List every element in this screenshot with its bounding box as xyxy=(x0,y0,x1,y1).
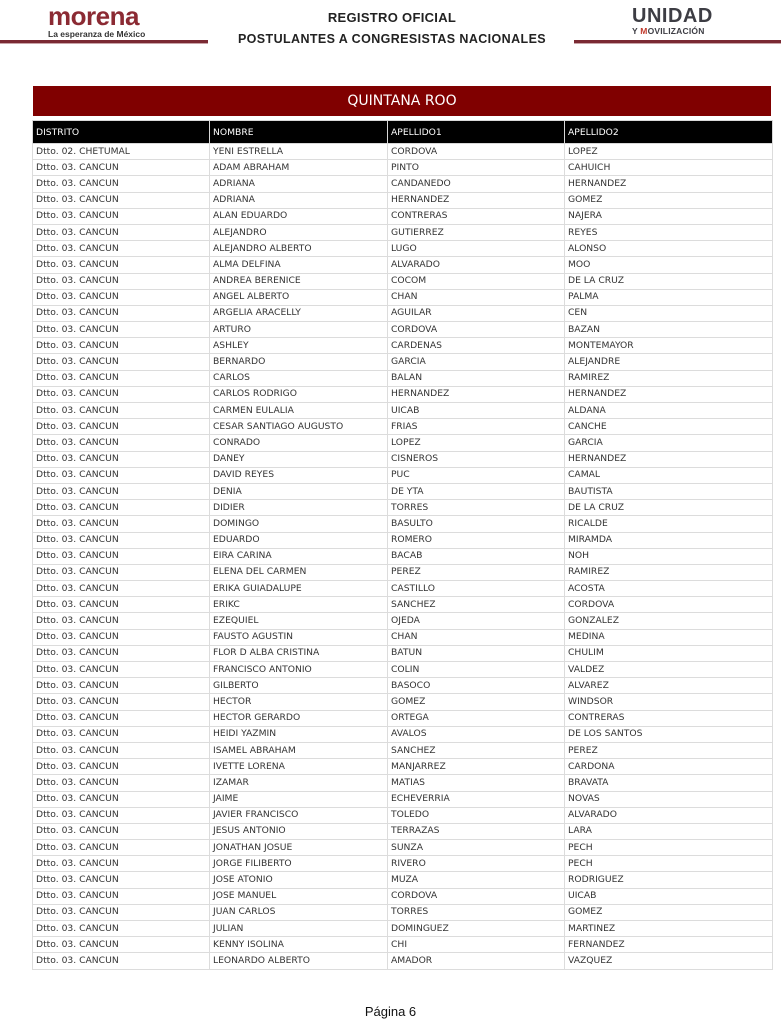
cell-distrito: Dtto. 03. CANCUN xyxy=(33,953,210,969)
cell-nombre: FRANCISCO ANTONIO xyxy=(210,662,388,678)
cell-apellido1: CASTILLO xyxy=(388,581,565,597)
cell-apellido1: HERNANDEZ xyxy=(388,192,565,208)
table-row xyxy=(33,823,773,839)
header-rule-right-shadow xyxy=(574,43,781,44)
cell-apellido1: CONTRERAS xyxy=(388,208,565,224)
cell-distrito: Dtto. 03. CANCUN xyxy=(33,710,210,726)
cell-apellido2: CORDOVA xyxy=(565,597,773,613)
cell-distrito: Dtto. 03. CANCUN xyxy=(33,257,210,273)
cell-distrito: Dtto. 03. CANCUN xyxy=(33,160,210,176)
cell-apellido1: CHAN xyxy=(388,289,565,305)
cell-apellido2: LOPEZ xyxy=(565,144,773,160)
cell-apellido2: WINDSOR xyxy=(565,694,773,710)
document-header xyxy=(0,0,781,60)
cell-distrito: Dtto. 03. CANCUN xyxy=(33,224,210,240)
cell-nombre: ALAN EDUARDO xyxy=(210,208,388,224)
cell-apellido2: DE LOS SANTOS xyxy=(565,726,773,742)
table-row xyxy=(33,451,773,467)
table-row xyxy=(33,888,773,904)
cell-nombre: EZEQUIEL xyxy=(210,613,388,629)
table-row xyxy=(33,856,773,872)
table-row xyxy=(33,904,773,920)
cell-distrito: Dtto. 03. CANCUN xyxy=(33,419,210,435)
table-row xyxy=(33,564,773,580)
cell-apellido1: MUZA xyxy=(388,872,565,888)
cell-nombre: BERNARDO xyxy=(210,354,388,370)
column-header-apellido2: APELLIDO2 xyxy=(565,121,773,144)
cell-apellido1: BATUN xyxy=(388,645,565,661)
cell-distrito: Dtto. 03. CANCUN xyxy=(33,176,210,192)
cell-distrito: Dtto. 03. CANCUN xyxy=(33,305,210,321)
cell-distrito: Dtto. 03. CANCUN xyxy=(33,370,210,386)
cell-distrito: Dtto. 03. CANCUN xyxy=(33,581,210,597)
cell-nombre: EDUARDO xyxy=(210,532,388,548)
table-row xyxy=(33,807,773,823)
cell-distrito: Dtto. 03. CANCUN xyxy=(33,322,210,338)
table-row xyxy=(33,613,773,629)
table-row xyxy=(33,872,773,888)
cell-apellido2: GARCIA xyxy=(565,435,773,451)
table-row xyxy=(33,500,773,516)
cell-distrito: Dtto. 03. CANCUN xyxy=(33,403,210,419)
cell-distrito: Dtto. 03. CANCUN xyxy=(33,532,210,548)
cell-apellido1: BASOCO xyxy=(388,678,565,694)
cell-distrito: Dtto. 03. CANCUN xyxy=(33,483,210,499)
table-row xyxy=(33,597,773,613)
cell-nombre: KENNY ISOLINA xyxy=(210,937,388,953)
cell-apellido2: ALONSO xyxy=(565,241,773,257)
cell-apellido2: MEDINA xyxy=(565,629,773,645)
cell-distrito: Dtto. 03. CANCUN xyxy=(33,888,210,904)
cell-apellido1: RIVERO xyxy=(388,856,565,872)
cell-distrito: Dtto. 03. CANCUN xyxy=(33,807,210,823)
cell-apellido1: TOLEDO xyxy=(388,807,565,823)
cell-distrito: Dtto. 03. CANCUN xyxy=(33,354,210,370)
unidad-logo-wordmark: UNIDAD xyxy=(632,5,713,27)
cell-nombre: EIRA CARINA xyxy=(210,548,388,564)
cell-distrito: Dtto. 03. CANCUN xyxy=(33,613,210,629)
cell-apellido1: ROMERO xyxy=(388,532,565,548)
cell-nombre: ANDREA BERENICE xyxy=(210,273,388,289)
cell-apellido2: ALEJANDRE xyxy=(565,354,773,370)
cell-apellido1: AMADOR xyxy=(388,953,565,969)
cell-apellido2: MOO xyxy=(565,257,773,273)
cell-apellido2: ALDANA xyxy=(565,403,773,419)
table-row xyxy=(33,516,773,532)
cell-apellido2: CAMAL xyxy=(565,467,773,483)
cell-nombre: IZAMAR xyxy=(210,775,388,791)
cell-nombre: ADAM ABRAHAM xyxy=(210,160,388,176)
title-line-1: REGISTRO OFICIAL xyxy=(327,10,457,25)
cell-apellido2: ALVARADO xyxy=(565,807,773,823)
cell-apellido1: AGUILAR xyxy=(388,305,565,321)
cell-distrito: Dtto. 03. CANCUN xyxy=(33,273,210,289)
table-row xyxy=(33,629,773,645)
cell-apellido2: VAZQUEZ xyxy=(565,953,773,969)
cell-apellido2: RAMIREZ xyxy=(565,564,773,580)
cell-nombre: CESAR SANTIAGO AUGUSTO xyxy=(210,419,388,435)
cell-nombre: CARLOS RODRIGO xyxy=(210,386,388,402)
cell-nombre: JAIME xyxy=(210,791,388,807)
cell-apellido1: BASULTO xyxy=(388,516,565,532)
cell-nombre: ANGEL ALBERTO xyxy=(210,289,388,305)
table-row xyxy=(33,937,773,953)
cell-apellido1: CORDOVA xyxy=(388,322,565,338)
table-row xyxy=(33,257,773,273)
cell-apellido2: PECH xyxy=(565,856,773,872)
table-row xyxy=(33,403,773,419)
cell-apellido2: PEREZ xyxy=(565,742,773,758)
cell-apellido2: UICAB xyxy=(565,888,773,904)
cell-apellido2: LARA xyxy=(565,823,773,839)
cell-apellido2: FERNANDEZ xyxy=(565,937,773,953)
cell-distrito: Dtto. 03. CANCUN xyxy=(33,937,210,953)
cell-nombre: FAUSTO AGUSTIN xyxy=(210,629,388,645)
table-row xyxy=(33,678,773,694)
cell-apellido2: RODRIGUEZ xyxy=(565,872,773,888)
cell-nombre: DANEY xyxy=(210,451,388,467)
cell-apellido1: BALAN xyxy=(388,370,565,386)
cell-nombre: HEIDI YAZMIN xyxy=(210,726,388,742)
table-row xyxy=(33,305,773,321)
cell-distrito: Dtto. 03. CANCUN xyxy=(33,564,210,580)
cell-nombre: CARLOS xyxy=(210,370,388,386)
table-row xyxy=(33,645,773,661)
cell-apellido2: GOMEZ xyxy=(565,192,773,208)
cell-nombre: DENIA xyxy=(210,483,388,499)
cell-nombre: JULIAN xyxy=(210,921,388,937)
cell-distrito: Dtto. 03. CANCUN xyxy=(33,645,210,661)
morena-logo-wordmark: morena xyxy=(48,1,139,31)
table-row xyxy=(33,224,773,240)
table-row xyxy=(33,289,773,305)
cell-nombre: ASHLEY xyxy=(210,338,388,354)
cell-apellido2: PECH xyxy=(565,840,773,856)
cell-apellido2: REYES xyxy=(565,224,773,240)
cell-nombre: FLOR D ALBA CRISTINA xyxy=(210,645,388,661)
table-row xyxy=(33,694,773,710)
cell-nombre: ERIKA GUIADALUPE xyxy=(210,581,388,597)
column-header-apellido1: APELLIDO1 xyxy=(388,121,565,144)
cell-distrito: Dtto. 03. CANCUN xyxy=(33,726,210,742)
cell-distrito: Dtto. 02. CHETUMAL xyxy=(33,144,210,160)
cell-distrito: Dtto. 03. CANCUN xyxy=(33,451,210,467)
cell-apellido1: PINTO xyxy=(388,160,565,176)
cell-nombre: JESUS ANTONIO xyxy=(210,823,388,839)
cell-distrito: Dtto. 03. CANCUN xyxy=(33,516,210,532)
cell-distrito: Dtto. 03. CANCUN xyxy=(33,921,210,937)
table-row xyxy=(33,710,773,726)
cell-apellido2: RAMIREZ xyxy=(565,370,773,386)
cell-apellido2: GONZALEZ xyxy=(565,613,773,629)
movilizacion-accent-letter: M xyxy=(640,26,648,36)
cell-apellido2: MIRAMDA xyxy=(565,532,773,548)
cell-nombre: DIDIER xyxy=(210,500,388,516)
cell-nombre: HECTOR xyxy=(210,694,388,710)
cell-distrito: Dtto. 03. CANCUN xyxy=(33,678,210,694)
cell-distrito: Dtto. 03. CANCUN xyxy=(33,597,210,613)
cell-apellido2: CEN xyxy=(565,305,773,321)
cell-apellido1: BACAB xyxy=(388,548,565,564)
cell-apellido2: BAZAN xyxy=(565,322,773,338)
table-row xyxy=(33,338,773,354)
cell-distrito: Dtto. 03. CANCUN xyxy=(33,208,210,224)
cell-distrito: Dtto. 03. CANCUN xyxy=(33,338,210,354)
table-row xyxy=(33,742,773,758)
cell-apellido1: SUNZA xyxy=(388,840,565,856)
cell-apellido2: NOH xyxy=(565,548,773,564)
cell-distrito: Dtto. 03. CANCUN xyxy=(33,791,210,807)
cell-distrito: Dtto. 03. CANCUN xyxy=(33,759,210,775)
cell-apellido1: UICAB xyxy=(388,403,565,419)
cell-apellido1: COCOM xyxy=(388,273,565,289)
cell-apellido1: LUGO xyxy=(388,241,565,257)
cell-nombre: ALMA DELFINA xyxy=(210,257,388,273)
cell-distrito: Dtto. 03. CANCUN xyxy=(33,823,210,839)
cell-apellido1: TERRAZAS xyxy=(388,823,565,839)
table-body xyxy=(33,144,773,970)
cell-nombre: IVETTE LORENA xyxy=(210,759,388,775)
cell-apellido2: CANCHE xyxy=(565,419,773,435)
table-row xyxy=(33,532,773,548)
table-row xyxy=(33,840,773,856)
table-row xyxy=(33,435,773,451)
table-row xyxy=(33,273,773,289)
table-row xyxy=(33,176,773,192)
cell-nombre: JONATHAN JOSUE xyxy=(210,840,388,856)
cell-nombre: ARGELIA ARACELLY xyxy=(210,305,388,321)
table-row xyxy=(33,953,773,969)
cell-apellido2: CARDONA xyxy=(565,759,773,775)
cell-nombre: DAVID REYES xyxy=(210,467,388,483)
cell-apellido1: SANCHEZ xyxy=(388,742,565,758)
movilizacion-prefix: Y xyxy=(632,26,641,36)
cell-apellido2: VALDEZ xyxy=(565,662,773,678)
cell-distrito: Dtto. 03. CANCUN xyxy=(33,694,210,710)
table-row xyxy=(33,759,773,775)
cell-apellido2: MARTINEZ xyxy=(565,921,773,937)
cell-apellido2: DE LA CRUZ xyxy=(565,273,773,289)
table-row xyxy=(33,726,773,742)
cell-nombre: ADRIANA xyxy=(210,192,388,208)
table-row xyxy=(33,386,773,402)
cell-distrito: Dtto. 03. CANCUN xyxy=(33,500,210,516)
cell-apellido1: ECHEVERRIA xyxy=(388,791,565,807)
cell-apellido2: GOMEZ xyxy=(565,904,773,920)
cell-apellido1: PEREZ xyxy=(388,564,565,580)
table-row xyxy=(33,581,773,597)
table-row xyxy=(33,419,773,435)
candidates-table xyxy=(32,120,773,970)
cell-nombre: ELENA DEL CARMEN xyxy=(210,564,388,580)
unidad-movilizacion-logo xyxy=(632,6,713,36)
cell-apellido2: NOVAS xyxy=(565,791,773,807)
table-row xyxy=(33,160,773,176)
cell-apellido2: BRAVATA xyxy=(565,775,773,791)
cell-apellido2: RICALDE xyxy=(565,516,773,532)
cell-distrito: Dtto. 03. CANCUN xyxy=(33,872,210,888)
table-row xyxy=(33,370,773,386)
cell-nombre: ARTURO xyxy=(210,322,388,338)
cell-apellido1: ORTEGA xyxy=(388,710,565,726)
table-header-row xyxy=(33,121,773,144)
cell-nombre: ERIKC xyxy=(210,597,388,613)
cell-apellido1: PUC xyxy=(388,467,565,483)
document-title xyxy=(210,10,574,47)
cell-apellido1: TORRES xyxy=(388,904,565,920)
cell-apellido1: GARCIA xyxy=(388,354,565,370)
page-number: Página 6 xyxy=(364,1004,417,1019)
table-row xyxy=(33,241,773,257)
cell-apellido1: CANDANEDO xyxy=(388,176,565,192)
cell-nombre: LEONARDO ALBERTO xyxy=(210,953,388,969)
cell-apellido1: DOMINGUEZ xyxy=(388,921,565,937)
cell-nombre: YENI ESTRELLA xyxy=(210,144,388,160)
cell-apellido2: NAJERA xyxy=(565,208,773,224)
cell-nombre: ISAMEL ABRAHAM xyxy=(210,742,388,758)
cell-nombre: JUAN CARLOS xyxy=(210,904,388,920)
table-row xyxy=(33,921,773,937)
cell-apellido1: CHAN xyxy=(388,629,565,645)
cell-apellido1: MATIAS xyxy=(388,775,565,791)
cell-distrito: Dtto. 03. CANCUN xyxy=(33,192,210,208)
header-rule-left-shadow xyxy=(0,43,208,44)
table-row xyxy=(33,322,773,338)
cell-apellido1: GUTIERREZ xyxy=(388,224,565,240)
cell-nombre: JORGE FILIBERTO xyxy=(210,856,388,872)
cell-apellido1: CISNEROS xyxy=(388,451,565,467)
table-row xyxy=(33,467,773,483)
cell-apellido2: BAUTISTA xyxy=(565,483,773,499)
cell-apellido2: CAHUICH xyxy=(565,160,773,176)
table-row xyxy=(33,144,773,160)
cell-distrito: Dtto. 03. CANCUN xyxy=(33,548,210,564)
cell-distrito: Dtto. 03. CANCUN xyxy=(33,840,210,856)
cell-distrito: Dtto. 03. CANCUN xyxy=(33,386,210,402)
table-row xyxy=(33,483,773,499)
cell-apellido1: DE YTA xyxy=(388,483,565,499)
cell-distrito: Dtto. 03. CANCUN xyxy=(33,775,210,791)
column-header-distrito: DISTRITO xyxy=(33,121,210,144)
movilizacion-logo-text xyxy=(632,26,713,36)
cell-nombre: CARMEN EULALIA xyxy=(210,403,388,419)
cell-nombre: JOSE ATONIO xyxy=(210,872,388,888)
table-row xyxy=(33,208,773,224)
cell-distrito: Dtto. 03. CANCUN xyxy=(33,629,210,645)
cell-apellido2: ALVAREZ xyxy=(565,678,773,694)
cell-apellido2: CONTRERAS xyxy=(565,710,773,726)
morena-logo xyxy=(48,1,146,39)
cell-apellido1: SANCHEZ xyxy=(388,597,565,613)
cell-apellido2: HERNANDEZ xyxy=(565,451,773,467)
cell-apellido1: COLIN xyxy=(388,662,565,678)
cell-distrito: Dtto. 03. CANCUN xyxy=(33,662,210,678)
cell-apellido1: ALVARADO xyxy=(388,257,565,273)
cell-nombre: ALEJANDRO xyxy=(210,224,388,240)
table-row xyxy=(33,662,773,678)
cell-distrito: Dtto. 03. CANCUN xyxy=(33,904,210,920)
cell-apellido2: ACOSTA xyxy=(565,581,773,597)
movilizacion-rest: OVILIZACIÓN xyxy=(647,26,705,36)
state-banner: QUINTANA ROO xyxy=(33,86,771,116)
cell-distrito: Dtto. 03. CANCUN xyxy=(33,289,210,305)
cell-apellido2: CHULIM xyxy=(565,645,773,661)
cell-apellido1: MANJARREZ xyxy=(388,759,565,775)
cell-apellido2: DE LA CRUZ xyxy=(565,500,773,516)
table-row xyxy=(33,548,773,564)
table-row xyxy=(33,192,773,208)
cell-nombre: GILBERTO xyxy=(210,678,388,694)
cell-apellido2: HERNANDEZ xyxy=(565,386,773,402)
table-row xyxy=(33,775,773,791)
cell-nombre: JAVIER FRANCISCO xyxy=(210,807,388,823)
cell-nombre: DOMINGO xyxy=(210,516,388,532)
cell-apellido1: GOMEZ xyxy=(388,694,565,710)
table-row xyxy=(33,354,773,370)
table-row xyxy=(33,791,773,807)
cell-apellido1: HERNANDEZ xyxy=(388,386,565,402)
cell-distrito: Dtto. 03. CANCUN xyxy=(33,435,210,451)
cell-apellido1: AVALOS xyxy=(388,726,565,742)
cell-nombre: ADRIANA xyxy=(210,176,388,192)
column-header-nombre: NOMBRE xyxy=(210,121,388,144)
cell-apellido1: FRIAS xyxy=(388,419,565,435)
morena-logo-tagline: La esperanza de México xyxy=(48,29,146,39)
cell-apellido1: CARDENAS xyxy=(388,338,565,354)
cell-distrito: Dtto. 03. CANCUN xyxy=(33,742,210,758)
cell-apellido2: HERNANDEZ xyxy=(565,176,773,192)
cell-apellido1: CORDOVA xyxy=(388,144,565,160)
cell-distrito: Dtto. 03. CANCUN xyxy=(33,241,210,257)
title-line-2: POSTULANTES A CONGRESISTAS NACIONALES xyxy=(237,32,547,46)
cell-apellido2: PALMA xyxy=(565,289,773,305)
cell-nombre: CONRADO xyxy=(210,435,388,451)
cell-apellido1: LOPEZ xyxy=(388,435,565,451)
cell-distrito: Dtto. 03. CANCUN xyxy=(33,856,210,872)
cell-apellido1: OJEDA xyxy=(388,613,565,629)
cell-apellido1: TORRES xyxy=(388,500,565,516)
cell-nombre: ALEJANDRO ALBERTO xyxy=(210,241,388,257)
cell-nombre: HECTOR GERARDO xyxy=(210,710,388,726)
cell-apellido1: CHI xyxy=(388,937,565,953)
cell-apellido2: MONTEMAYOR xyxy=(565,338,773,354)
cell-apellido1: CORDOVA xyxy=(388,888,565,904)
cell-nombre: JOSE MANUEL xyxy=(210,888,388,904)
cell-distrito: Dtto. 03. CANCUN xyxy=(33,467,210,483)
